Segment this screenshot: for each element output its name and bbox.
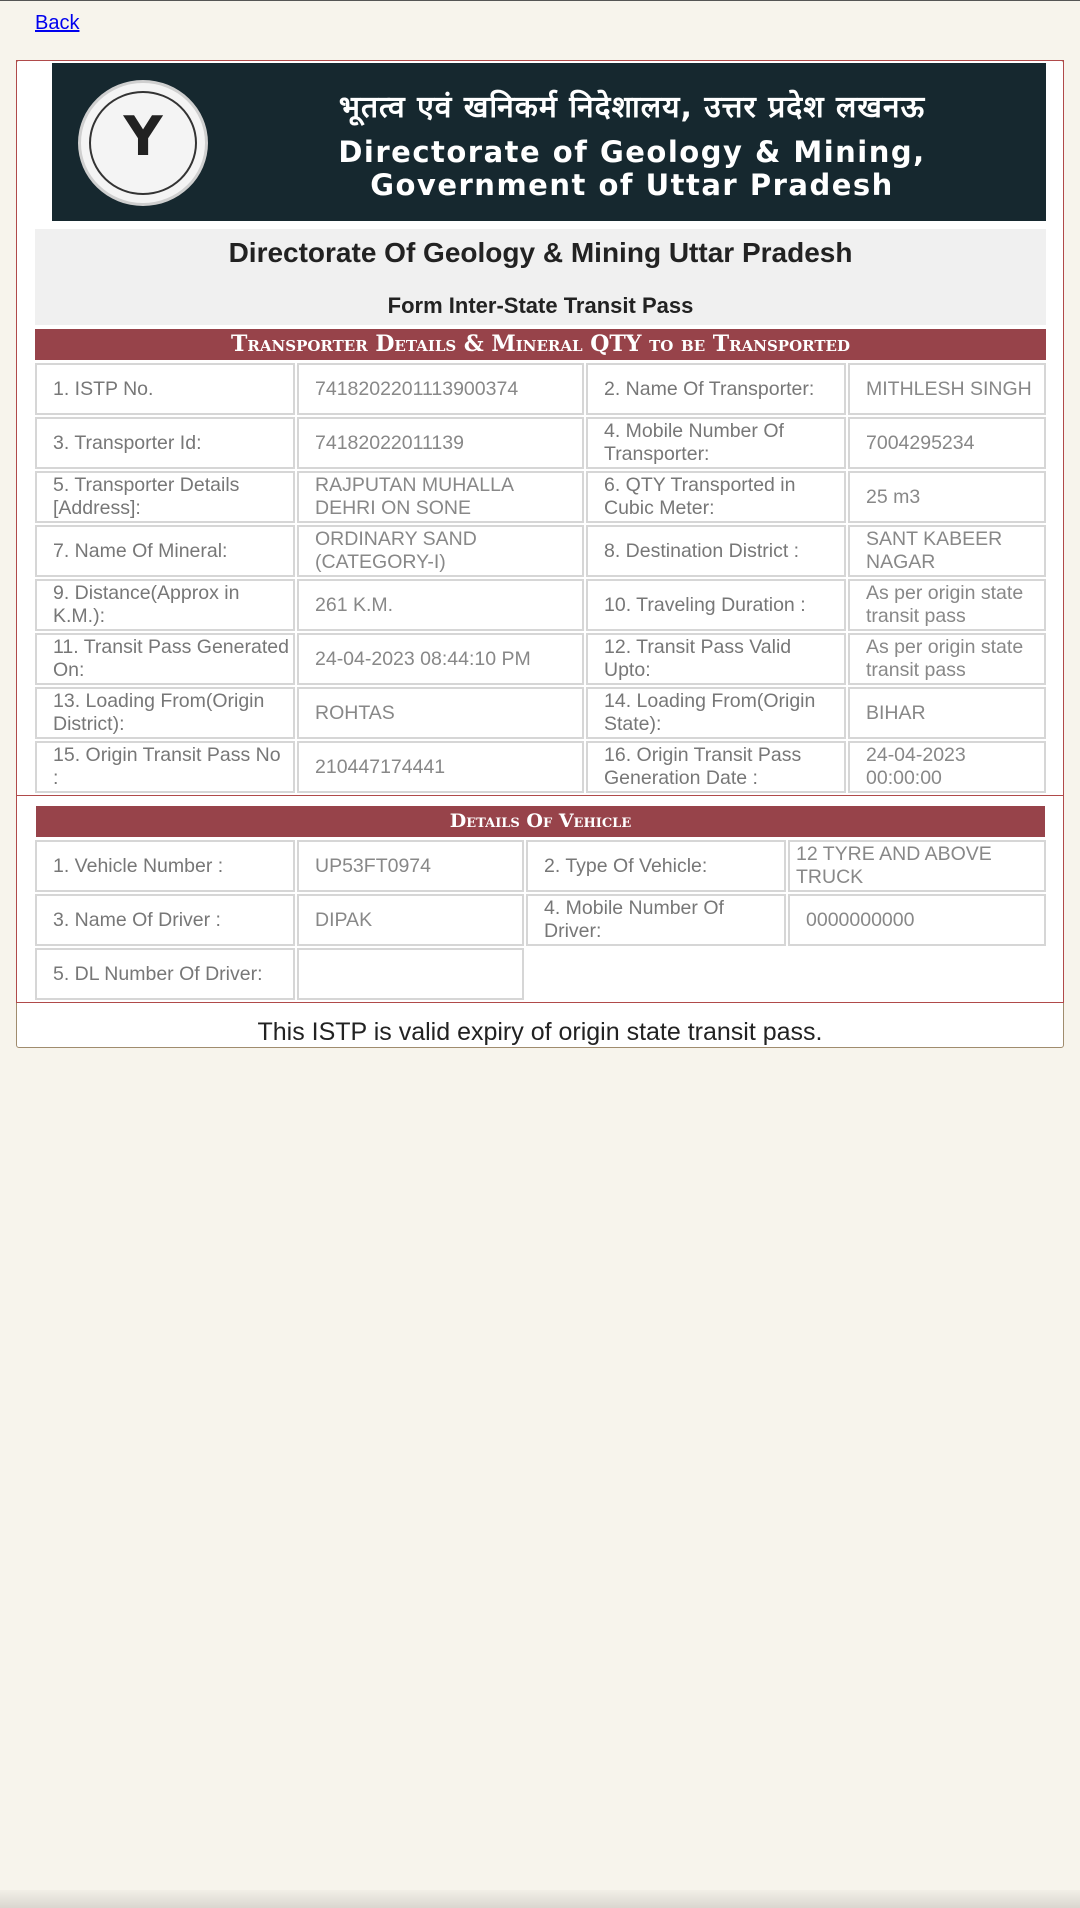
field-value: As per origin state transit pass <box>848 633 1046 685</box>
banner-english-line2: Government of Uttar Pradesh <box>370 168 894 202</box>
field-label: 15. Origin Transit Pass No : <box>35 741 295 793</box>
field-value: UP53FT0974 <box>297 840 524 892</box>
field-value: ORDINARY SAND (CATEGORY-I) <box>297 525 584 577</box>
field-label: 2. Name Of Transporter: <box>586 363 846 415</box>
field-label: 14. Loading From(Origin State): <box>586 687 846 739</box>
field-label: 8. Destination District : <box>586 525 846 577</box>
field-value: 25 m3 <box>848 471 1046 523</box>
page-title: Directorate Of Geology & Mining Uttar Pradesh <box>228 237 853 268</box>
field-label: 4. Mobile Number Of Driver: <box>526 894 786 946</box>
field-value: 210447174441 <box>297 741 584 793</box>
title-box <box>35 229 1046 325</box>
field-label: 1. ISTP No. <box>35 363 295 415</box>
field-value: DIPAK <box>297 894 524 946</box>
field-label: 12. Transit Pass Valid Upto: <box>586 633 846 685</box>
field-value: 24-04-2023 00:00:00 <box>848 741 1046 793</box>
field-value: BIHAR <box>848 687 1046 739</box>
field-label: 4. Mobile Number Of Transporter: <box>586 417 846 469</box>
field-value: 261 K.M. <box>297 579 584 631</box>
field-label: 11. Transit Pass Generated On: <box>35 633 295 685</box>
field-value: ROHTAS <box>297 687 584 739</box>
field-label: 13. Loading From(Origin District): <box>35 687 295 739</box>
field-value: As per origin state transit pass <box>848 579 1046 631</box>
field-value: 74182022011139 <box>297 417 584 469</box>
field-value: 0000000000 <box>788 894 1046 946</box>
field-value: 7004295234 <box>848 417 1046 469</box>
field-label: 16. Origin Transit Pass Generation Date : <box>586 741 846 793</box>
banner-hindi-title: भूतत्व एवं खनिकर्म निदेशालय, उत्तर प्रदेश लखनऊ <box>338 90 926 125</box>
field-label: 3. Transporter Id: <box>35 417 295 469</box>
field-value: 12 TYRE AND ABOVE TRUCK <box>788 840 1046 892</box>
field-label: 2. Type Of Vehicle: <box>526 840 786 892</box>
top-border <box>0 0 1080 1</box>
transporter-section-heading: Transporter Details & Mineral QTY to be Transported <box>35 329 1046 360</box>
field-label: 9. Distance(Approx in K.M.): <box>35 579 295 631</box>
field-label: 10. Traveling Duration : <box>586 579 846 631</box>
banner-english-line1: Directorate of Geology & Mining, <box>338 135 926 169</box>
field-value: MITHLESH SINGH <box>848 363 1046 415</box>
field-value: RAJPUTAN MUHALLA DEHRI ON SONE <box>297 471 584 523</box>
back-link[interactable]: Back <box>35 12 80 34</box>
vehicle-section-heading: Details Of Vehicle <box>36 806 1045 837</box>
field-label: 5. DL Number Of Driver: <box>35 948 295 1000</box>
field-label: 5. Transporter Details [Address]: <box>35 471 295 523</box>
up-emblem-icon: Y <box>78 80 208 206</box>
field-label: 6. QTY Transported in Cubic Meter: <box>586 471 846 523</box>
field-value <box>297 948 524 1000</box>
field-label: 3. Name Of Driver : <box>35 894 295 946</box>
field-label: 7. Name Of Mineral: <box>35 525 295 577</box>
field-value: 24-04-2023 08:44:10 PM <box>297 633 584 685</box>
header-banner <box>52 63 1046 221</box>
field-label: 1. Vehicle Number : <box>35 840 295 892</box>
bottom-scroll-shadow <box>0 1890 1080 1908</box>
page-subtitle: Form Inter-State Transit Pass <box>387 293 694 318</box>
field-value: 741820220111390037​4 <box>297 363 584 415</box>
validity-note: This ISTP is valid expiry of origin state transit pass. <box>257 1018 823 1046</box>
field-value: SANT KABEER NAGAR <box>848 525 1046 577</box>
